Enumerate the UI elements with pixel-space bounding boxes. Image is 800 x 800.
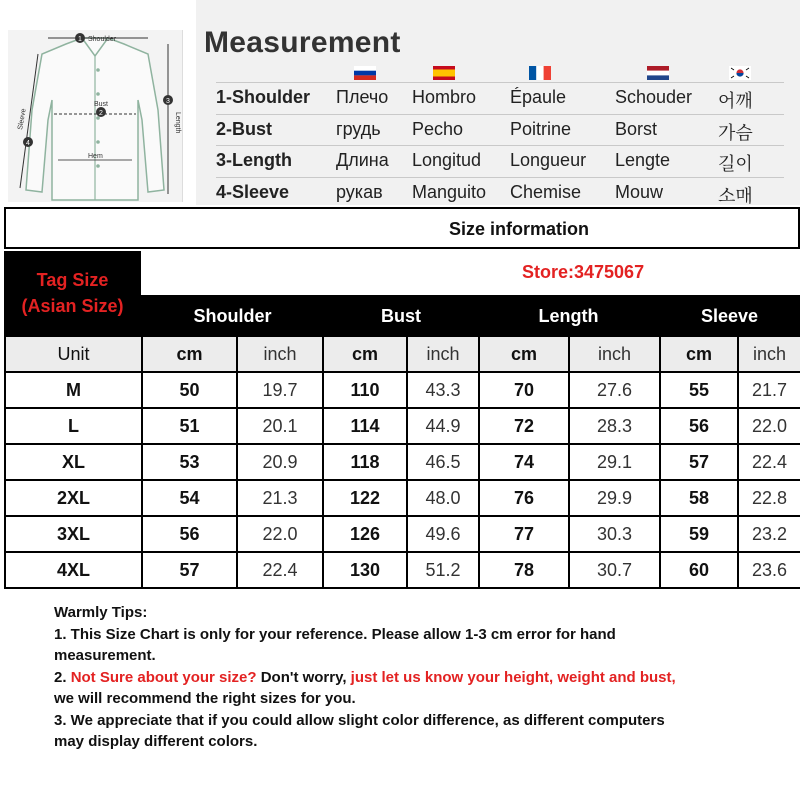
- length-inch-cell: 30.7: [569, 552, 660, 588]
- size-table-body: [5, 336, 800, 588]
- sleeve-inch-cell: 23.6: [738, 552, 800, 588]
- shoulder-cm-cell: 54: [142, 480, 237, 516]
- sleeve-cm-cell: 55: [660, 372, 738, 408]
- tip-2-end: we will recommend the right sizes for you.: [54, 690, 356, 707]
- size-row: [5, 552, 800, 588]
- size-cell: M: [5, 372, 142, 408]
- french-term: Chemise: [510, 182, 582, 202]
- shoulder-cm-cell: 57: [142, 552, 237, 588]
- diagram-num-4: 4: [26, 140, 30, 147]
- sleeve-inch-cell: 22.4: [738, 444, 800, 480]
- tips-heading: Warmly Tips:: [54, 604, 148, 621]
- tag-size-label: Tag Size: [36, 270, 109, 290]
- sleeve-inch-cell: 23.2: [738, 516, 800, 552]
- sleeve-cm-cell: 59: [660, 516, 738, 552]
- shoulder-inch-cell: 22.0: [237, 516, 323, 552]
- spanish-term: Hombro: [412, 87, 477, 107]
- size-cell: XL: [5, 444, 142, 480]
- bust-cm-cell: 126: [323, 516, 407, 552]
- bust-inch-cell: 48.0: [407, 480, 479, 516]
- measurement-section: [0, 0, 800, 205]
- sleeve-cm-cell: 60: [660, 552, 738, 588]
- korea-flag-icon: [729, 66, 751, 80]
- size-row: [5, 480, 800, 516]
- size-info-header: [4, 207, 800, 249]
- bust-cm-cell: 130: [323, 552, 407, 588]
- diagram-num-2: 2: [99, 110, 103, 117]
- inch-header: inch: [569, 336, 660, 372]
- size-row: [5, 516, 800, 552]
- measurement-panel: [196, 0, 800, 205]
- bust-cm-cell: 118: [323, 444, 407, 480]
- bust-inch-cell: 43.3: [407, 372, 479, 408]
- diagram-num-3: 3: [166, 98, 170, 105]
- bust-inch-cell: 51.2: [407, 552, 479, 588]
- dutch-term: Borst: [615, 119, 658, 139]
- group-shoulder: Shoulder: [193, 306, 272, 326]
- diagram-bust-label: Bust: [94, 101, 109, 108]
- length-cm-cell: 76: [479, 480, 569, 516]
- shoulder-inch-cell: 22.4: [237, 552, 323, 588]
- measurement-row-shoulder: [216, 82, 784, 113]
- measurement-title: Measurement: [204, 26, 401, 59]
- sleeve-inch-cell: 22.0: [738, 408, 800, 444]
- sleeve-cm-cell: 57: [660, 444, 738, 480]
- shoulder-cm-cell: 50: [142, 372, 237, 408]
- size-row: [5, 444, 800, 480]
- inch-header: inch: [237, 336, 323, 372]
- sleeve-inch-cell: 22.8: [738, 480, 800, 516]
- length-cm-cell: 70: [479, 372, 569, 408]
- russian-term: Длина: [336, 150, 389, 170]
- asian-size-label: (Asian Size): [21, 296, 124, 316]
- length-cm-cell: 72: [479, 408, 569, 444]
- bust-cm-cell: 114: [323, 408, 407, 444]
- inch-header: inch: [738, 336, 800, 372]
- tip-1: 1. This Size Chart is only for your reference. Please allow 1-3 cm error for hand measurement.: [54, 625, 616, 664]
- korean-term: 어깨: [718, 91, 753, 111]
- group-sleeve: Sleeve: [700, 306, 759, 326]
- size-cell: L: [5, 408, 142, 444]
- diagram-sleeve-label: Sleeve: [17, 108, 28, 131]
- warmly-tips: [54, 602, 694, 753]
- french-term: Longueur: [510, 150, 587, 170]
- cm-header: cm: [323, 336, 407, 372]
- korean-term: 소매: [718, 186, 753, 206]
- measurement-label: 4-Sleeve: [216, 182, 290, 202]
- spanish-term: Pecho: [412, 119, 464, 139]
- shoulder-inch-cell: 20.9: [237, 444, 323, 480]
- shirt-icon: [8, 30, 182, 202]
- measurement-group-header: [141, 297, 800, 335]
- group-length: Length: [538, 306, 599, 326]
- diagram-length-label: Length: [174, 112, 181, 134]
- shoulder-cm-cell: 53: [142, 444, 237, 480]
- korean-term: 길이: [718, 154, 753, 174]
- measurement-label: 1-Shoulder: [216, 87, 311, 107]
- measurement-row-length: [216, 145, 784, 176]
- shirt-diagram: [8, 30, 183, 202]
- spanish-term: Longitud: [412, 150, 482, 170]
- shoulder-cm-cell: 56: [142, 516, 237, 552]
- diagram-shoulder-label: Shoulder: [88, 36, 117, 43]
- bust-inch-cell: 49.6: [407, 516, 479, 552]
- length-cm-cell: 78: [479, 552, 569, 588]
- dutch-term: Mouw: [615, 182, 664, 202]
- size-row: [5, 372, 800, 408]
- size-cell: 3XL: [5, 516, 142, 552]
- shoulder-inch-cell: 19.7: [237, 372, 323, 408]
- shoulder-inch-cell: 20.1: [237, 408, 323, 444]
- france-flag-icon: [529, 66, 551, 80]
- sleeve-cm-cell: 56: [660, 408, 738, 444]
- french-term: Épaule: [510, 87, 567, 107]
- length-inch-cell: 29.9: [569, 480, 660, 516]
- cm-header: cm: [142, 336, 237, 372]
- measurement-row-sleeve: [216, 177, 784, 208]
- size-cell: 2XL: [5, 480, 142, 516]
- sleeve-cm-cell: 58: [660, 480, 738, 516]
- store-id: Store:3475067: [522, 262, 645, 282]
- length-inch-cell: 28.3: [569, 408, 660, 444]
- spanish-term: Manguito: [412, 182, 487, 202]
- tip-2: [54, 667, 694, 710]
- tip-2-reassure: Don't worry,: [256, 668, 351, 686]
- unit-label: Unit: [5, 336, 142, 372]
- russian-term: грудь: [336, 119, 381, 139]
- length-inch-cell: 30.3: [569, 516, 660, 552]
- shoulder-inch-cell: 21.3: [237, 480, 323, 516]
- cm-header: cm: [479, 336, 569, 372]
- russian-term: рукав: [336, 182, 383, 202]
- dutch-term: Schouder: [615, 87, 693, 107]
- tip-2-request: just let us know your height, weight and bust,: [350, 668, 676, 686]
- russia-flag-icon: [354, 66, 376, 80]
- cm-header: cm: [660, 336, 738, 372]
- tip-2-question: Not Sure about your size?: [70, 668, 257, 686]
- length-inch-cell: 29.1: [569, 444, 660, 480]
- bust-inch-cell: 44.9: [407, 408, 479, 444]
- size-row: [5, 408, 800, 444]
- russian-term: Плечо: [336, 87, 389, 107]
- korean-term: 가슴: [718, 123, 753, 143]
- size-information-section: [4, 207, 800, 597]
- shoulder-cm-cell: 51: [142, 408, 237, 444]
- bust-cm-cell: 110: [323, 372, 407, 408]
- netherlands-flag-icon: [647, 66, 669, 80]
- size-cell: 4XL: [5, 552, 142, 588]
- length-inch-cell: 27.6: [569, 372, 660, 408]
- bust-inch-cell: 46.5: [407, 444, 479, 480]
- measurement-label: 2-Bust: [216, 119, 273, 139]
- diagram-num-1: 1: [78, 36, 82, 43]
- sleeve-inch-cell: 21.7: [738, 372, 800, 408]
- inch-header: inch: [407, 336, 479, 372]
- length-cm-cell: 77: [479, 516, 569, 552]
- measurement-row-bust: [216, 114, 784, 145]
- group-bust: Bust: [381, 306, 421, 326]
- tip-2-prefix: 2.: [54, 668, 71, 686]
- store-row: [141, 251, 800, 297]
- tip-3: 3. We appreciate that if you could allow slight color difference, as different computers may display different colors.: [54, 711, 665, 750]
- unit-row: [5, 336, 800, 372]
- french-term: Poitrine: [510, 119, 572, 139]
- spain-flag-icon: [433, 66, 455, 80]
- dutch-term: Lengte: [615, 150, 671, 170]
- measurement-label: 3-Length: [216, 150, 292, 170]
- size-table: [4, 335, 800, 589]
- size-info-title: Size information: [449, 219, 590, 239]
- tag-size-cell: [4, 251, 141, 335]
- bust-cm-cell: 122: [323, 480, 407, 516]
- length-cm-cell: 74: [479, 444, 569, 480]
- diagram-hem-label: Hem: [88, 153, 103, 160]
